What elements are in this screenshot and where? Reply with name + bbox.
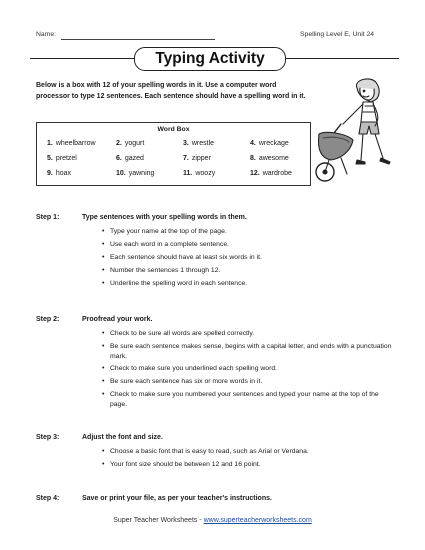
step-1-bullet: • Underline the spelling word in each sentence. [102,280,248,287]
step-1-title: Type sentences with your spelling words in them. [82,214,247,221]
step-2-bullet: • Check to be sure all words are spelled correctly. [102,330,255,337]
step-4-label: Step 4: [36,495,60,502]
girl-wheelbarrow-illustration [313,76,405,188]
word-box-item: 8. awesome [250,155,289,162]
word-box-item: 7. zipper [183,155,211,162]
intro-text: Below is a box with 12 of your spelling words in it. Use a computer word processor to type 12 sentences. Each sentence should have a spelling word in it. [36,82,306,100]
word-box-title: Word Box [157,126,190,133]
level-label: Spelling Level E, Unit 24 [300,31,375,38]
footer-link[interactable]: www.superteacherworksheets.com [203,517,312,524]
name-label: Name: [36,31,57,38]
step-2-bullet: • Check to make sure you underlined each spelling word. [102,365,277,372]
footer-text: Super Teacher Worksheets - [113,517,204,524]
title-rule-left [30,58,134,59]
step-3-title: Adjust the font and size. [82,434,163,441]
step-3-bullet: • Choose a basic font that is easy to read, such as Arial or Verdana. [102,448,309,455]
step-1-bullet: • Each sentence should have at least six words in it. [102,254,262,261]
step-1-bullet: • Use each word in a complete sentence. [102,241,230,248]
step-3-label: Step 3: [36,434,60,441]
step-2-bullet: • Check to make sure you numbered your sentences and typed your name at the top of the page. [102,391,379,408]
step-1-bullet: • Type your name at the top of the page. [102,228,227,235]
word-box-item: 2. yogurt [116,140,145,147]
word-box-item: 3. wrestle [183,140,215,147]
word-box [36,122,311,186]
word-box-item: 5. pretzel [47,155,77,162]
step-2-label: Step 2: [36,316,60,323]
step-3-bullet: • Your font size should be between 12 and 16 point. [102,461,261,468]
word-box-item: 12. wardrobe [250,170,292,177]
step-2-bullet: • Be sure each sentence has six or more words in it. [102,378,263,385]
step-2-bullet: • Be sure each sentence makes sense, begins with a capital letter, and ends with a punctuation mark. [102,343,392,360]
title-rule-right [285,58,399,59]
word-box-item: 9. hoax [47,170,72,177]
step-4-title: Save or print your file, as per your teacher's instructions. [82,495,272,502]
step-1-bullet: • Number the sentences 1 through 12. [102,267,221,274]
word-box-item: 10. yawning [116,170,155,177]
word-box-item: 11. woozy [183,170,216,177]
step-1-label: Step 1: [36,214,60,221]
step-2-title: Proofread your work. [82,316,153,323]
name-line [61,39,215,40]
word-box-item: 4. wreckage [250,140,289,147]
footer [0,517,425,524]
page-title: Typing Activity [134,47,286,71]
word-box-item: 1. wheelbarrow [47,140,96,147]
word-box-item: 6. gazed [116,155,144,162]
